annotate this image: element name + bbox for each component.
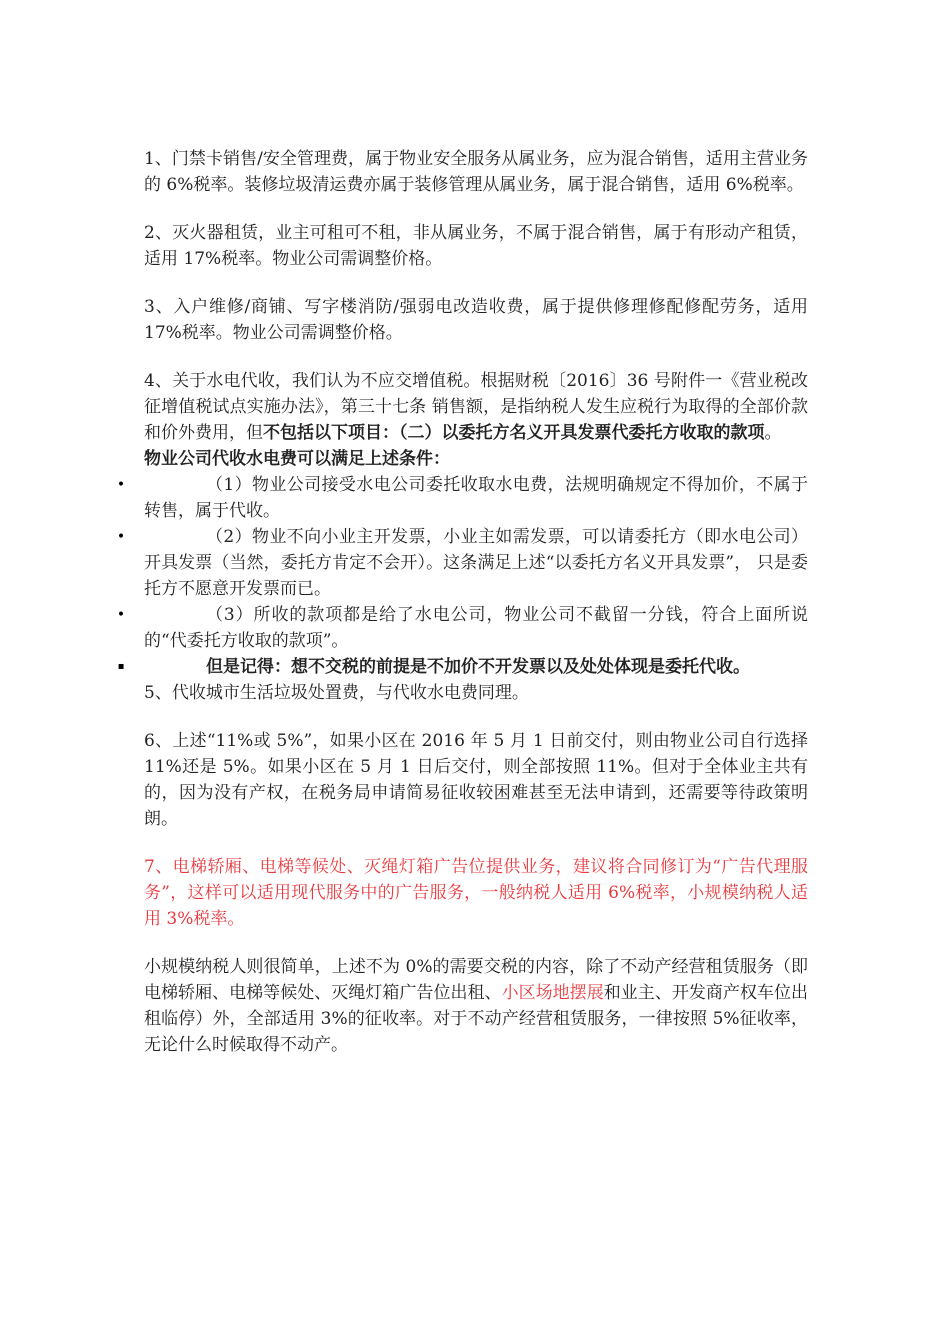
paragraph-5 (144, 680, 808, 706)
paragraph-7-highlight-text: 电梯轿厢、电梯等候处、灭绳灯箱广告位提供业务，建议将合同修订为“广告代理服务”，这样可以适用现代服务中的广告服务，一般纳税人适用 6%税率，小规模纳税人适用 3%税率。 (144, 857, 808, 929)
list-item-3-text: （3）所收的款项都是给了水电公司，物业公司不截留一分钱，符合上面所说的“代委托方收取的款项”。 (144, 605, 808, 651)
document-body (116, 146, 809, 1080)
paragraph-7-number: 7、 (144, 857, 173, 877)
paragraph-7 (144, 854, 808, 932)
paragraph-5-text: 5、代收城市生活垃圾处置费，与代收水电费同理。 (144, 683, 529, 703)
paragraph-2 (144, 220, 808, 272)
paragraph-4-text: 4、关于水电代收，我们认为不应交增值税。根据财税〔2016〕36 号附件一《营业税改征增值税试点实施办法》，第三十七条 销售额，是指纳税人发生应税行为取得的全部价款和价外费用，但 (144, 371, 808, 443)
paragraph-4-bold-text: 不包括以下项目：（二）以委托方名义开具发票代委托方收取的款项 (263, 423, 765, 443)
paragraph-4-subheading-text: 物业公司代收水电费可以满足上述条件： (144, 449, 450, 469)
list-item-1-text: （1）物业公司接受水电公司委托收取水电费，法规明确规定不得加价，不属于转售，属于代收。 (144, 475, 808, 521)
paragraph-1 (144, 146, 808, 198)
bullet-dot-icon: • (116, 477, 126, 493)
paragraph-3-text: 3、入户维修/商铺、写字楼消防/强弱电改造收费，属于提供修理修配修配劳务，适用 17%税率。物业公司需调整价格。 (144, 297, 808, 343)
paragraph-4 (144, 368, 808, 446)
list-item-1 (116, 472, 808, 524)
list-item-2 (116, 524, 808, 602)
paragraph-8-text-a: 小规模纳税人则很简单，上述不为 0%的需要交税的内容，除了不动产经营租赁服务（即电梯轿厢、电梯等候处、灭绳灯箱广告位出租、 (144, 957, 808, 1003)
bullet-dot-icon: • (116, 607, 126, 623)
paragraph-6-text: 6、上述“11%或 5%”，如果小区在 2016 年 5 月 1 日前交付，则由物业公司自行选择 11%还是 5%。如果小区在 5 月 1 日后交付，则全部按照 11%。但对于全体业主共有的，因为没有产权，在税务局申请简易征收较困难甚至无法申请到，还需要等待政策明朗。 (144, 731, 808, 829)
paragraph-8-highlight-text: 小区场地摆展 (501, 983, 604, 1003)
paragraph-6 (144, 728, 808, 832)
paragraph-4-end: 。 (764, 423, 782, 443)
paragraph-4-subheading (144, 446, 808, 472)
list-item-4-text: 但是记得：想不交税的前提是不加价不开发票以及处处体现是委托代收。 (206, 657, 750, 677)
paragraph-3 (144, 294, 808, 346)
bullet-square-icon: ▪ (117, 661, 125, 672)
list-item-4 (117, 654, 808, 680)
list-item-2-text: （2）物业不向小业主开发票，小业主如需发票，可以请委托方（即水电公司）开具发票（当然，委托方肯定不会开）。这条满足上述“以委托方名义开具发票”， 只是委托方不愿意开发票而已。 (144, 527, 808, 599)
paragraph-8-text-b: 和业主、开发商产权车位出租临停）外，全部适用 3%的征收率。对于不动产经营租赁服务，一律按照 5%征收率，无论什么时候取得不动产。 (144, 983, 809, 1055)
paragraph-8 (144, 954, 808, 1058)
paragraph-2-text: 2、灭火器租赁，业主可租可不租，非从属业务，不属于混合销售，属于有形动产租赁，适用 17%税率。物业公司需调整价格。 (144, 223, 808, 269)
bullet-dot-icon: • (116, 529, 126, 545)
paragraph-1-text: 1、门禁卡销售/安全管理费，属于物业安全服务从属业务，应为混合销售，适用主营业务的 6%税率。装修垃圾清运费亦属于装修管理从属业务，属于混合销售，适用 6%税率。 (144, 149, 808, 195)
list-item-3 (116, 602, 808, 654)
